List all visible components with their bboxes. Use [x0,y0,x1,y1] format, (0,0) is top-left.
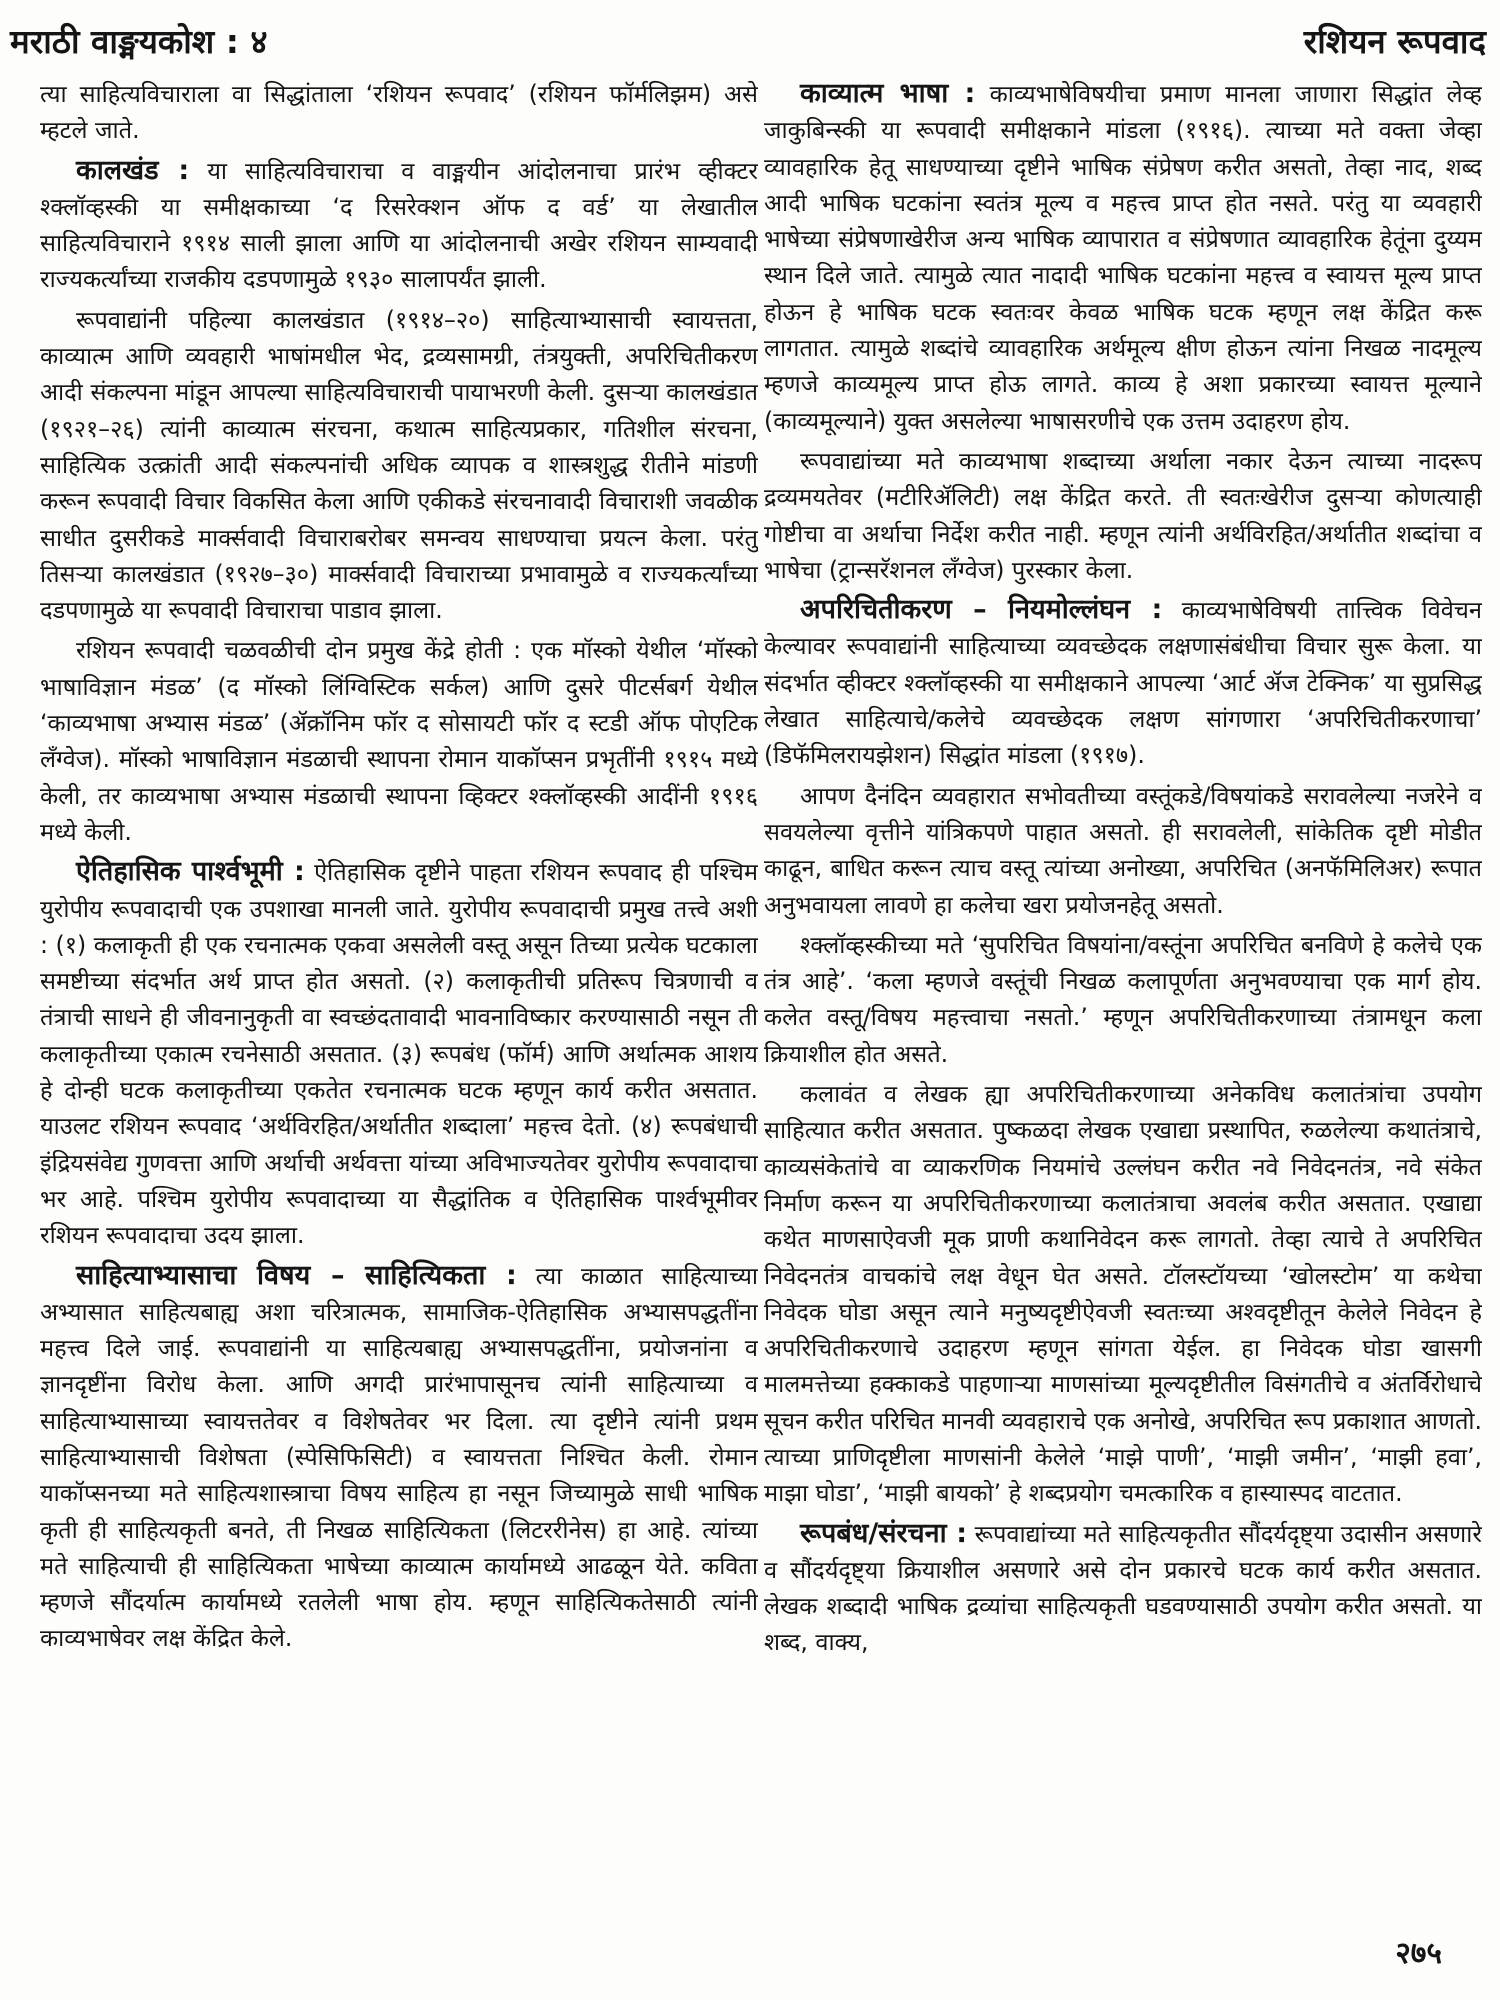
section-heading: कालखंड : [76,154,190,186]
section-heading: साहित्याभ्यासाचा विषय – साहित्यिकता : [76,1259,517,1291]
header-book-title: मराठी वाङ्मयकोश : ४ [10,22,268,61]
left-column [40,76,758,1936]
paragraph: रूपवाद्यांच्या मते काव्यभाषा शब्दाच्या अर्थाला नकार देऊन त्याच्या नादरूप द्रव्यमयतेवर (मटीरिॲलिटी) लक्ष केंद्रित करते. ती स्वतःखेरीज दुसऱ्या कोणत्याही गोष्टीचा वा अर्थाचा निर्देश करीत नाही. म्हणून त्यांनी अर्थविरहित/अर्थातीत शब्दांचा व भाषेचा (ट्रान्सरॅशनल लँग्वेज) पुरस्कार केला. [764,446,1482,584]
paragraph: आपण दैनंदिन व्यवहारात सभोवतीच्या वस्तूंकडे/विषयांकडे सरावलेल्या नजरेने व सवयलेल्या वृत्तीने यांत्रिकपणे पाहात असतो. ही सरावलेली, सांकेतिक दृष्टी मोडीत काढून, बाधित करून त्याच वस्तू त्यांच्या अनोख्या, अपरिचित (अनफॅमिलिअर) रूपात अनुभवायला लावणे हा कलेचा खरा प्रयोजनहेतू असतो. [764,781,1482,919]
page-number: २७५ [1395,1936,1442,1971]
section-heading: रूपबंध/संरचना : [800,1517,967,1549]
section-literariness: साहित्याभ्यासाचा विषय – साहित्यिकता : त्या काळात साहित्याच्या अभ्यासात साहित्यबाह्य अशा चरित्रात्मक, सामाजिक-ऐतिहासिक अभ्यासपद्धतींना महत्त्व दिले जाई. रूपवाद्यांनी या साहित्यबाह्य अभ्यासपद्धतींना, प्रयोजनांना व ज्ञानदृष्टींना विरोध केला. आणि अगदी प्रारंभापासूनच त्यांनी साहित्याच्या व साहित्याभ्यासाच्या स्वायत्ततेवर व विशेषतेवर भर दिला. त्या दृष्टीने त्यांनी प्रथम साहित्याभ्यासाची विशेषता (स्पेसिफिसिटी) व स्वायत्तता निश्चित केली. रोमान याकॉप्सनच्या मते साहित्यशास्त्राचा विषय साहित्य हा नसून जिच्यामुळे साधी भाषिक कृती ही साहित्यकृती बनते, ती निखळ साहित्यिकता (लिटररीनेस) हा आहे. त्यांच्या मते साहित्याची ही साहित्यिकता भाषेच्या काव्यात्म कार्यामध्ये आढळून येते. कविता म्हणजे सौंदर्यात्म कार्यामध्ये रतलेली भाषा होय. म्हणून साहित्यिकतेसाठी त्यांनी काव्यभाषेवर लक्ष केंद्रित केले. [40,1259,758,1653]
section-kalkhand: कालखंड : या साहित्यविचाराचा व वाङ्मयीन आंदोलनाचा प्रारंभ व्हीक्टर श्क्लॉव्हस्की या समीक्षकाच्या ‘द रिसरेक्शन ऑफ द वर्ड’ या लेखातील साहित्यविचाराने १९१४ साली झाला आणि या आंदोलनाची अखेर रशियन साम्यवादी राज्यकर्त्यांच्या राजकीय दडपणामुळे १९३० सालापर्यंत झाली. [40,154,758,294]
header-entry-title: रशियन रूपवाद [1303,22,1486,61]
paragraph: रूपवाद्यांनी पहिल्या कालखंडात (१९१४–२०) साहित्याभ्यासाची स्वायत्तता, काव्यात्म आणि व्यवहारी भाषांमधील भेद, द्रव्यसामग्री, तंत्रयुक्ती, अपरिचितीकरण आदी संकल्पना मांडून आपल्या साहित्यविचाराची पायाभरणी केली. दुसऱ्या कालखंडात (१९२१–२६) त्यांनी काव्यात्म संरचना, कथात्म साहित्यप्रकार, गतिशील संरचना, साहित्यिक उत्क्रांती आदी संकल्पनांची अधिक व्यापक व शास्त्रशुद्ध रीतीने मांडणी करून रूपवादी विचार विकसित केला आणि एकीकडे संरचनावादी विचाराशी जवळीक साधीत दुसरीकडे मार्क्सवादी विचाराबरोबर समन्वय साधण्याचा प्रयत्न केला. परंतु तिसऱ्या कालखंडात (१९२७–३०) मार्क्सवादी विचाराच्या प्रभावामुळे व राज्यकर्त्यांच्या दडपणामुळे या रूपवादी विचाराचा पाडाव झाला. [40,305,758,625]
paragraph: कलावंत व लेखक ह्या अपरिचितीकरणाच्या अनेकविध कलातंत्रांचा उपयोग साहित्यात करीत असतात. पुष्कळदा लेखक एखाद्या प्रस्थापित, रुळलेल्या कथातंत्राचे, काव्यसंकेतांचे वा व्याकरणिक नियमांचे उल्लंघन करीत नवे निवेदनतंत्र, नवे संकेत निर्माण करून या अपरिचितीकरणाच्या कलातंत्राचा अवलंब करीत असतात. एखाद्या कथेत माणसाऐवजी मूक प्राणी कथानिवेदन करू लागतो. तेव्हा त्याचे ते अपरिचित निवेदनतंत्र वाचकांचे लक्ष वेधून घेत असते. टॉलस्टॉयच्या ‘खोलस्टोम’ या कथेचा निवेदक घोडा असून त्याने मनुष्यदृष्टीऐवजी स्वतःच्या अश्वदृष्टीतून केलेले निवेदन हे अपरिचितीकरणाचे उदाहरण म्हणून सांगता येईल. हा निवेदक घोडा खासगी मालमत्तेच्या हक्काकडे पाहणाऱ्या माणसांच्या मूल्यदृष्टीतील विसंगतीचे व अंतर्विरोधाचे सूचन करीत परिचित मानवी व्यवहाराचे एक अनोखे, अपरिचित रूप प्रकाशात आणतो. त्याच्या प्राणिदृष्टीला माणसांनी केलेले ‘माझे पाणी’, ‘माझी जमीन’, ‘माझी हवा’, माझा घोडा’, ‘माझी बायको’ हे शब्दप्रयोग चमत्कारिक व हास्यास्पद वाटतात. [764,1080,1482,1508]
right-column [764,76,1482,1936]
section-heading: काव्यात्म भाषा : [800,78,976,109]
paragraph: त्या साहित्यविचाराला वा सिद्धांताला ‘रशियन रूपवाद’ (रशियन फॉर्मलिझम) असे म्हटले जाते. [40,80,758,145]
paragraph: रशियन रूपवादी चळवळीची दोन प्रमुख केंद्रे होती : एक मॉस्को येथील ‘मॉस्को भाषाविज्ञान मंडळ’ (द मॉस्को लिंग्विस्टिक सर्कल) आणि दुसरे पीटर्सबर्ग येथील ‘काव्यभाषा अभ्यास मंडळ’ (ॲक्रॉनिम फॉर द सोसायटी फॉर द स्टडी ऑफ पोएटिक लँग्वेज). मॉस्को भाषाविज्ञान मंडळाची स्थापना रोमान याकॉप्सन प्रभृतींनी १९१५ मध्ये केली, तर काव्यभाषा अभ्यास मंडळाची स्थापना व्हिक्टर श्क्लॉव्हस्की आदींनी १९१६ मध्ये केली. [40,636,758,846]
section-defamiliarization: अपरिचितीकरण – नियमोल्लंघन : काव्यभाषेविषयी तात्त्विक विवेचन केल्यावर रूपवाद्यांनी साहित्याच्या व्यवच्छेदक लक्षणासंबंधीचा विचार सुरू केला. या संदर्भात व्हीक्टर श्क्लॉव्हस्की या समीक्षकाने आपल्या ‘आर्ट ॲज टेक्निक’ या सुप्रसिद्ध लेखात साहित्याचे/कलेचे व्यवच्छेदक लक्षण सांगणारा ‘अपरिचितीकरणाचा’ (डिफॅमिलरायझेशन) सिद्धांत मांडला (१९१७). [764,594,1482,770]
paragraph: श्क्लॉव्हस्कीच्या मते ‘सुपरिचित विषयांना/वस्तूंना अपरिचित बनविणे हे कलेचे एक तंत्र आहे’. ‘कला म्हणजे वस्तूंची निखळ कलापूर्णता अनुभवण्याचा एक मार्ग होय. कलेत वस्तू/विषय महत्त्वाचा नसतो.’ म्हणून अपरिचितीकरणाच्या तंत्रामधून कला क्रियाशील होत असते. [764,930,1482,1068]
section-heading: ऐतिहासिक पार्श्वभूमी : [76,856,305,888]
section-heading: अपरिचितीकरण – नियमोल्लंघन : [800,594,1163,626]
running-header [10,18,1486,61]
section-background: ऐतिहासिक पार्श्वभूमी : ऐतिहासिक दृष्टीने पाहता रशियन रूपवाद ही पश्चिम युरोपीय रूपवादाची एक उपशाखा मानली जाते. युरोपीय रूपवादाची प्रमुख तत्त्वे अशी : (१) कलाकृती ही एक रचनात्मक एकवा असलेली वस्तू असून तिच्या प्रत्येक घटकाला समष्टीच्या संदर्भात अर्थ प्राप्त होत असतो. (२) कलाकृतीची प्रतिरूप चित्रणाची व तंत्राची साधने ही जीवनानुकृती वा स्वच्छंदतावादी भावनाविष्कार करण्यासाठी नसून ती कलाकृतीच्या एकात्म रचनेसाठी असतात. (३) रूपबंध (फॉर्म) आणि अर्थात्मक आशय हे दोन्ही घटक कलाकृतीच्या एकतेत रचनात्मक घटक म्हणून कार्य करीत असतात. याउलट रशियन रूपवाद ‘अर्थविरहित/अर्थातीत शब्दाला’ महत्त्व देतो. (४) रूपबंधाची इंद्रियसंवेद्य गुणवत्ता आणि अर्थाची अर्थवत्ता यांच्या अविभाज्यतेवर युरोपीय रूपवादाचा भर आहे. पश्चिम युरोपीय रूपवादाच्या या सैद्धांतिक व ऐतिहासिक पार्श्वभूमीवर रशियन रूपवादाचा उदय झाला. [40,856,758,1250]
section-poetic-language: काव्यात्म भाषा : काव्यभाषेविषयीचा प्रमाण मानला जाणारा सिद्धांत लेव्ह जाकुबिन्स्की या रूपवादी समीक्षकाने मांडला (१९१६). त्याच्या मते वक्ता जेव्हा व्यावहारिक हेतू साधण्याच्या दृष्टीने भाषिक संप्रेषण करीत असतो, तेव्हा नाद, शब्द आदी भाषिक घटकांना स्वतंत्र मूल्य व महत्त्व प्राप्त होत नसते. परंतु या व्यवहारी भाषेच्या संप्रेषणाखेरीज अन्य भाषिक व्यापारात व संप्रेषणात व्यावहारिक हेतूंना दुय्यम स्थान दिले जाते. त्यामुळे त्यात नादादी भाषिक घटकांना महत्त्व व स्वायत्त मूल्य प्राप्त होऊन हे भाषिक घटक स्वतःवर केवळ भाषिक घटक म्हणून लक्ष केंद्रित करू लागतात. त्यामुळे शब्दांचे व्यावहारिक अर्थमूल्य क्षीण होऊन त्यांना निखळ नादमूल्य म्हणजे काव्यमूल्य प्राप्त होऊ लागते. काव्य हे अशा प्रकारच्या स्वायत्त मूल्याने (काव्यमूल्याने) युक्त असलेल्या भाषासरणीचे एक उत्तम उदाहरण होय. [764,78,1482,435]
section-form-structure: रूपबंध/संरचना : रूपवाद्यांच्या मते साहित्यकृतीत सौंदर्यदृष्ट्या उदासीन असणारे व सौंदर्यदृष्ट्या क्रियाशील असणारे असे दोन प्रकारचे घटक कार्य करीत असतात. लेखक शब्दादी भाषिक द्रव्यांचा साहित्यकृती घडवण्यासाठी उपयोग करीत असतो. या शब्द, वाक्य, [764,1517,1482,1657]
